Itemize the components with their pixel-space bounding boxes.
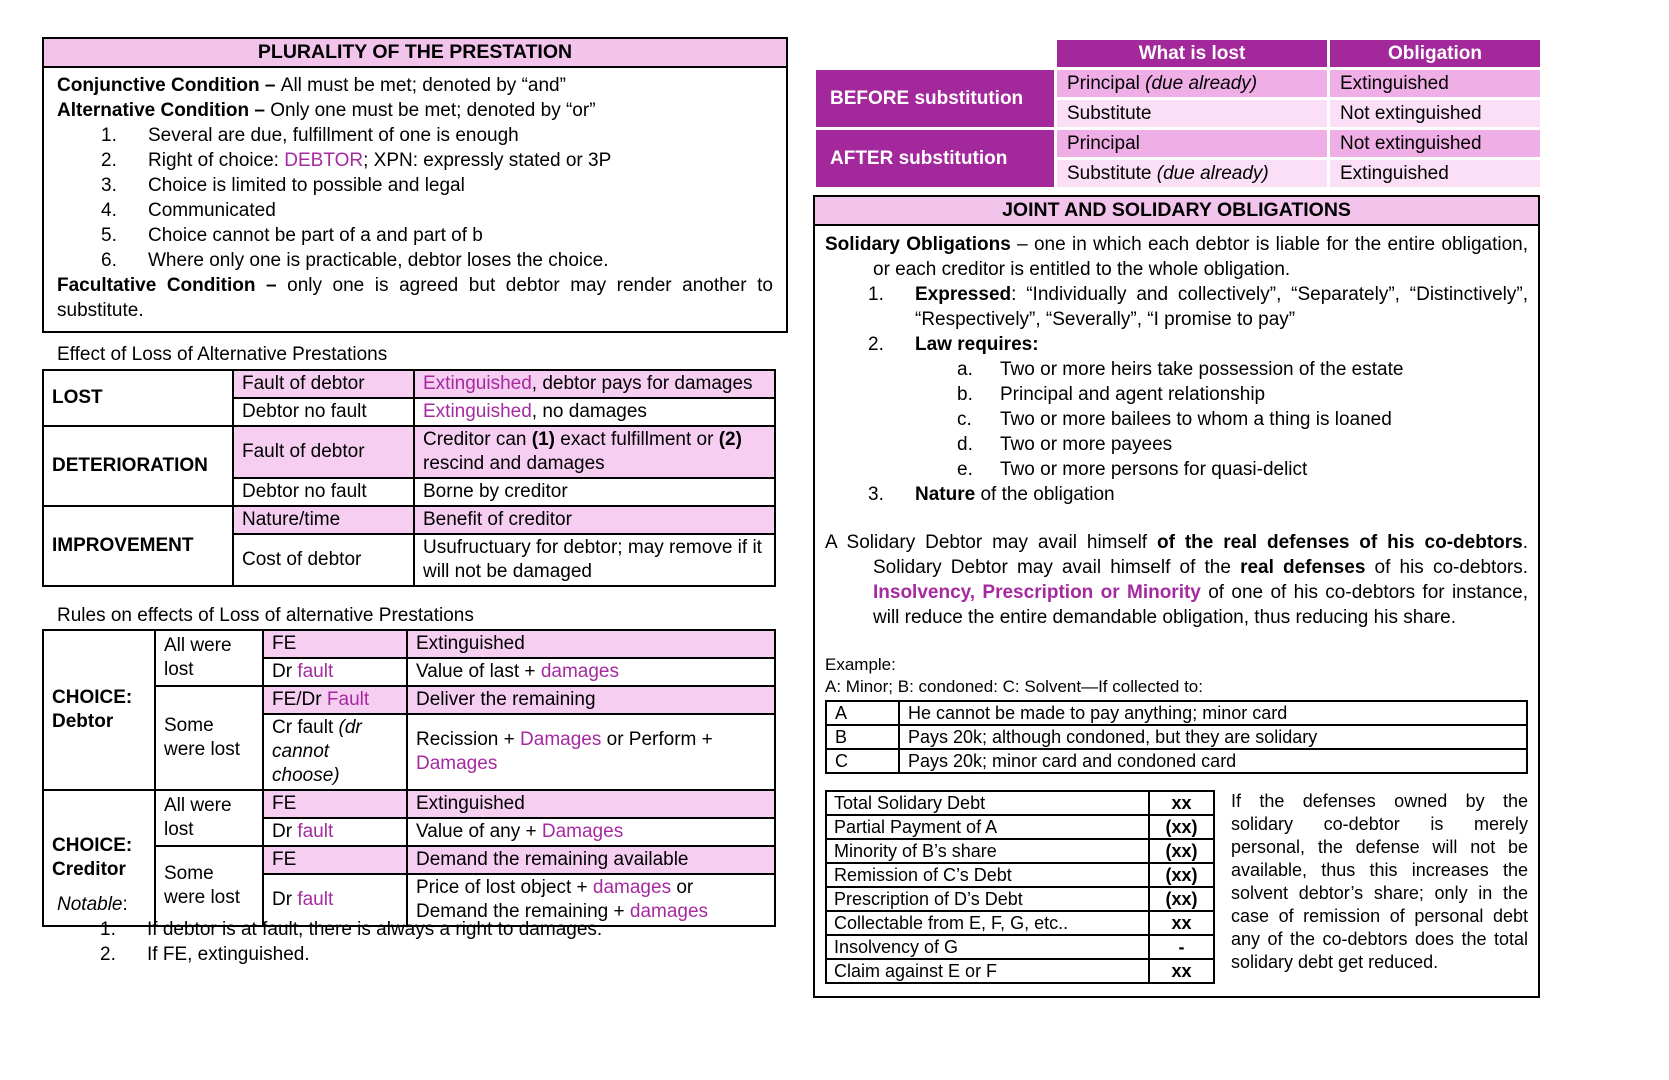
text-segment: Extinguished: [416, 793, 525, 814]
list-number: 3.: [101, 175, 117, 196]
text-segment: only one is agreed but debtor may render another to substitute.: [57, 275, 773, 321]
alternative-condition-line: [57, 98, 773, 123]
text-segment: FE/Dr: [272, 689, 327, 710]
result-cell: [414, 370, 775, 398]
text-segment: Substitute: [1067, 102, 1152, 124]
debt-value-cell: (xx): [1149, 815, 1214, 839]
list-text: [148, 173, 773, 198]
condition-cell: Nature/time: [233, 506, 414, 534]
rules-table: [42, 629, 776, 927]
text-segment: Choice cannot be part of a and part of b: [148, 225, 483, 246]
table-row: [826, 725, 1527, 749]
debtor-key-cell: C: [826, 749, 899, 773]
text-segment: , no damages: [531, 401, 647, 422]
list-text: [148, 223, 773, 248]
list-number: 6.: [101, 250, 117, 271]
text-segment: Right of choice:: [148, 150, 285, 171]
notable-item: [100, 917, 782, 942]
text-segment: :: [122, 894, 128, 915]
table-row: [43, 790, 775, 818]
column-header-obligation: Obligation: [1329, 39, 1542, 69]
condition-cell: Cost of debtor: [233, 534, 414, 586]
law-sub-item: [957, 432, 1528, 457]
text-segment: Extinguished: [423, 401, 532, 422]
list-letter: e.: [957, 459, 973, 480]
debt-label-cell: Remission of C’s Debt: [826, 863, 1149, 887]
text-segment: Several are due, fulfillment of one is enough: [148, 125, 519, 146]
list-item: [101, 223, 773, 248]
debt-value-cell: xx: [1149, 911, 1214, 935]
list-item: [101, 198, 773, 223]
before-substitution-label: BEFORE substitution: [815, 69, 1056, 129]
debt-value-cell: xx: [1149, 959, 1214, 983]
solidary-definition: [825, 232, 1528, 282]
table-row: [826, 887, 1214, 911]
text-segment: Recission +: [416, 729, 521, 750]
what-is-lost-cell: [1056, 69, 1329, 99]
result-cell: [414, 398, 775, 426]
debt-computation-section: [825, 790, 1528, 984]
text-segment: or Perform +: [601, 729, 713, 750]
text-segment: fault: [297, 821, 334, 842]
cause-cell: [263, 686, 407, 714]
table-row: [43, 426, 775, 478]
list-text: [148, 248, 773, 273]
cause-cell: [263, 630, 407, 658]
table-row: [826, 911, 1214, 935]
law-sub-item: [957, 382, 1528, 407]
list-item: [101, 173, 773, 198]
conjunctive-condition-line: [57, 73, 773, 98]
list-text: [148, 198, 773, 223]
text-segment: damages: [592, 877, 672, 898]
cause-cell: [263, 714, 407, 790]
obligation-cell: Extinguished: [1329, 159, 1542, 189]
list-item-expressed: [868, 282, 1528, 332]
table-row: [815, 129, 1542, 159]
joint-solidary-box: [813, 195, 1540, 998]
text-segment: Price of lost object +: [416, 877, 593, 898]
text-segment: All must be met; denoted by “and”: [280, 75, 566, 96]
list-text: Two or more heirs take possession of the estate: [1000, 359, 1404, 380]
law-sub-item: [957, 357, 1528, 382]
text-segment: (1): [531, 429, 556, 450]
condition-cell: Fault of debtor: [233, 370, 414, 398]
text-segment: fault: [297, 661, 334, 682]
debt-value-cell: (xx): [1149, 839, 1214, 863]
condition-cell: Debtor no fault: [233, 478, 414, 506]
list-text: [915, 332, 1528, 357]
text-segment: Dr: [272, 821, 298, 842]
debtor-result-cell: Pays 20k; minor card and condoned card: [899, 749, 1527, 773]
cause-cell: [263, 846, 407, 874]
defenses-paragraph: [825, 530, 1528, 630]
debt-value-cell: xx: [1149, 791, 1214, 815]
text-segment: (dr cannot choose): [272, 717, 362, 786]
debt-label-cell: Insolvency of G: [826, 935, 1149, 959]
text-segment: (due already): [1145, 72, 1258, 94]
corner-cell: [815, 39, 1056, 69]
text-segment: Insolvency, Prescription or Minority: [873, 582, 1201, 603]
effect-heading: Effect of Loss of Alternative Prestations: [57, 344, 388, 365]
list-text: Two or more bailees to whom a thing is loaned: [1000, 409, 1392, 430]
list-text: Two or more persons for quasi-delict: [1000, 459, 1308, 480]
list-letter: b.: [957, 384, 973, 405]
text-segment: , debtor pays for damages: [531, 373, 753, 394]
list-text: [915, 282, 1528, 332]
debtor-result-cell: He cannot be made to pay anything; minor card: [899, 701, 1527, 725]
text-segment: (2): [718, 429, 742, 450]
text-segment: fault: [297, 889, 334, 910]
list-letter: a.: [957, 359, 973, 380]
text-segment: FE: [272, 633, 297, 654]
text-segment: Dr: [272, 889, 298, 910]
text-segment: Conjunctive Condition –: [57, 75, 281, 96]
cause-cell: [263, 818, 407, 846]
example-caption: A: Minor; B: condoned: C: Solvent—If collected to:: [825, 677, 1203, 696]
text-segment: DEBTOR: [284, 150, 364, 171]
list-number: 1.: [101, 125, 117, 146]
choice-label-line1: CHOICE:: [52, 835, 133, 856]
list-text: [915, 482, 1528, 507]
list-text: If debtor is at fault, there is always a right to damages.: [147, 919, 603, 940]
table-row: [43, 630, 775, 658]
text-segment: – one in which each debtor is liable for the entire obligation, or each creditor is entitled to the whole obligation.: [873, 234, 1529, 280]
text-segment: . Solidary Debtor may avail himself of the: [873, 532, 1529, 578]
plurality-title: PLURALITY OF THE PRESTATION: [44, 39, 786, 68]
loss-scope-cell: Some were lost: [155, 846, 263, 926]
list-number: 2.: [868, 334, 884, 355]
text-segment: Deliver the remaining: [416, 689, 596, 710]
cause-cell: [263, 658, 407, 686]
text-segment: rescind and damages: [423, 453, 605, 474]
text-segment: damages: [540, 661, 619, 682]
text-segment: Communicated: [148, 200, 276, 221]
row-label-deterioration: DETERIORATION: [43, 426, 233, 506]
list-text: Principal and agent relationship: [1000, 384, 1266, 405]
debtor-key-cell: A: [826, 701, 899, 725]
text-segment: Nature: [915, 484, 976, 505]
text-segment: (due already): [1156, 162, 1269, 184]
personal-defense-note: If the defenses owned by the solidary co-debtor is merely personal, the defense will not be available, thus this increases the solvent debtor’s share; only in the case of remission of personal debt any of the co-debtors does the total solidary debt get reduced.: [1231, 791, 1528, 972]
text-segment: Extinguished: [423, 373, 532, 394]
result-cell: [414, 426, 775, 478]
list-number: 1.: [868, 284, 884, 305]
text-segment: Facultative Condition –: [57, 275, 288, 296]
debt-table: [825, 790, 1215, 984]
text-segment: Extinguished: [416, 633, 525, 654]
table-row: [826, 863, 1214, 887]
table-row: [826, 815, 1214, 839]
table-row: [826, 791, 1214, 815]
list-item: [101, 248, 773, 273]
example-label: Example:: [825, 655, 896, 674]
table-row: [826, 935, 1214, 959]
table-row: [815, 69, 1542, 99]
text-segment: Expressed: [915, 284, 1012, 305]
result-cell: [407, 790, 775, 818]
list-number: 2.: [100, 944, 116, 965]
table-row: [815, 39, 1542, 69]
table-row: [826, 701, 1527, 725]
text-segment: Law requires:: [915, 334, 1039, 355]
result-cell: [407, 658, 775, 686]
list-number: 1.: [100, 919, 116, 940]
after-substitution-label: AFTER substitution: [815, 129, 1056, 189]
text-segment: Principal: [1067, 132, 1140, 154]
what-is-lost-cell: [1056, 129, 1329, 159]
substitution-table: [813, 37, 1543, 190]
text-segment: Fault: [326, 689, 370, 710]
obligation-cell: Extinguished: [1329, 69, 1542, 99]
loss-scope-cell: Some were lost: [155, 686, 263, 790]
result-cell: [407, 846, 775, 874]
list-number: 3.: [868, 484, 884, 505]
text-segment: : “Individually and collectively”, “Separately”, “Distinctively”, “Respectively”, “Severally”, “I promise to pay”: [915, 284, 1528, 330]
choice-label-line2: Creditor: [52, 859, 126, 880]
table-row: [826, 749, 1527, 773]
text-segment: Choice is limited to possible and legal: [148, 175, 465, 196]
text-segment: Value of last +: [416, 661, 541, 682]
text-segment: Demand the remaining available: [416, 849, 689, 870]
text-segment: Only one must be met; denoted by “or”: [270, 100, 596, 121]
list-number: 2.: [101, 150, 117, 171]
debt-value-cell: (xx): [1149, 863, 1214, 887]
result-cell: [414, 534, 775, 586]
debt-label-cell: Collectable from E, F, G, etc..: [826, 911, 1149, 935]
text-segment: Notable: [57, 894, 123, 915]
debt-label-cell: Partial Payment of A: [826, 815, 1149, 839]
debt-label-cell: Prescription of D’s Debt: [826, 887, 1149, 911]
text-segment: FE: [272, 793, 297, 814]
table-row: [43, 506, 775, 534]
choice-label-line2: Debtor: [52, 711, 114, 732]
result-cell: [414, 506, 775, 534]
text-segment: Damages: [416, 753, 498, 774]
condition-cell: Debtor no fault: [233, 398, 414, 426]
list-text: [148, 148, 773, 173]
table-row: [43, 370, 775, 398]
list-letter: c.: [957, 409, 972, 430]
list-item-nature: [868, 482, 1528, 507]
example-table: [825, 700, 1528, 774]
text-segment: of the real defenses of his co-debtors: [1157, 532, 1523, 553]
choice-label-line1: CHOICE:: [52, 687, 133, 708]
text-segment: FE: [272, 849, 297, 870]
joint-solidary-title: JOINT AND SOLIDARY OBLIGATIONS: [815, 197, 1538, 226]
row-label-improvement: IMPROVEMENT: [43, 506, 233, 586]
table-row: [826, 959, 1214, 983]
text-segment: Borne by creditor: [423, 481, 568, 502]
what-is-lost-cell: [1056, 159, 1329, 189]
text-segment: Value of any +: [416, 821, 542, 842]
joint-solidary-body: [815, 226, 1538, 996]
text-segment: of his co-debtors.: [1365, 557, 1528, 578]
text-segment: or Demand the remaining +: [416, 877, 694, 922]
row-label-lost: LOST: [43, 370, 233, 426]
text-segment: exact fulfillment or: [555, 429, 719, 450]
notable-heading: [42, 892, 782, 917]
text-segment: Substitute: [1067, 162, 1157, 184]
notable-item: [100, 942, 782, 967]
text-segment: Damages: [520, 729, 602, 750]
text-segment: Solidary Obligations: [825, 234, 1011, 255]
result-cell: [407, 714, 775, 790]
law-sub-item: [957, 407, 1528, 432]
list-item: [101, 123, 773, 148]
debt-value-cell: -: [1149, 935, 1214, 959]
debt-label-cell: Claim against E or F: [826, 959, 1149, 983]
text-segment: A Solidary Debtor may avail himself: [825, 532, 1157, 553]
list-text: [148, 123, 773, 148]
text-segment: of the obligation: [975, 484, 1115, 505]
text-segment: Where only one is practicable, debtor loses the choice.: [148, 250, 609, 271]
text-segment: real defenses: [1240, 557, 1366, 578]
text-segment: Dr: [272, 661, 298, 682]
obligation-cell: Not extinguished: [1329, 99, 1542, 129]
list-number: 4.: [101, 200, 117, 221]
effect-table: [42, 369, 776, 587]
list-text: Two or more payees: [1000, 434, 1173, 455]
debt-label-cell: Minority of B’s share: [826, 839, 1149, 863]
text-segment: of one of his co-debtors for instance, will reduce the entire demandable obligation, thus reducing his share.: [873, 582, 1528, 628]
cause-cell: [263, 790, 407, 818]
obligation-cell: Not extinguished: [1329, 129, 1542, 159]
text-segment: Benefit of creditor: [423, 509, 572, 530]
text-segment: damages: [629, 901, 709, 922]
column-header-what-is-lost: What is lost: [1056, 39, 1329, 69]
row-label-choice-debtor: [43, 630, 155, 790]
result-cell: [414, 478, 775, 506]
notable-section: [42, 892, 782, 967]
facultative-condition-line: [57, 273, 773, 323]
what-is-lost-cell: [1056, 99, 1329, 129]
list-item: [101, 148, 773, 173]
result-cell: [407, 818, 775, 846]
list-item-law-requires: [868, 332, 1528, 357]
result-cell: [407, 630, 775, 658]
text-segment: Usufructuary for debtor; may remove if it will not be damaged: [423, 537, 762, 582]
text-segment: Alternative Condition –: [57, 100, 271, 121]
text-segment: Principal: [1067, 72, 1146, 94]
condition-cell: Fault of debtor: [233, 426, 414, 478]
debtor-key-cell: B: [826, 725, 899, 749]
loss-scope-cell: All were lost: [155, 630, 263, 686]
text-segment: Creditor can: [423, 429, 532, 450]
law-sub-item: [957, 457, 1528, 482]
text-segment: Cr fault: [272, 717, 339, 738]
loss-scope-cell: All were lost: [155, 790, 263, 846]
plurality-body: [44, 68, 786, 331]
debt-label-cell: Total Solidary Debt: [826, 791, 1149, 815]
plurality-box: [42, 37, 788, 333]
result-cell: [407, 686, 775, 714]
table-row: [826, 839, 1214, 863]
text-segment: ; XPN: expressly stated or 3P: [363, 150, 612, 171]
debtor-result-cell: Pays 20k; although condoned, but they are solidary: [899, 725, 1527, 749]
rules-heading: Rules on effects of Loss of alternative Prestations: [57, 605, 474, 626]
list-text: If FE, extinguished.: [147, 944, 310, 965]
text-segment: Damages: [541, 821, 624, 842]
list-letter: d.: [957, 434, 973, 455]
debt-value-cell: (xx): [1149, 887, 1214, 911]
list-number: 5.: [101, 225, 117, 246]
